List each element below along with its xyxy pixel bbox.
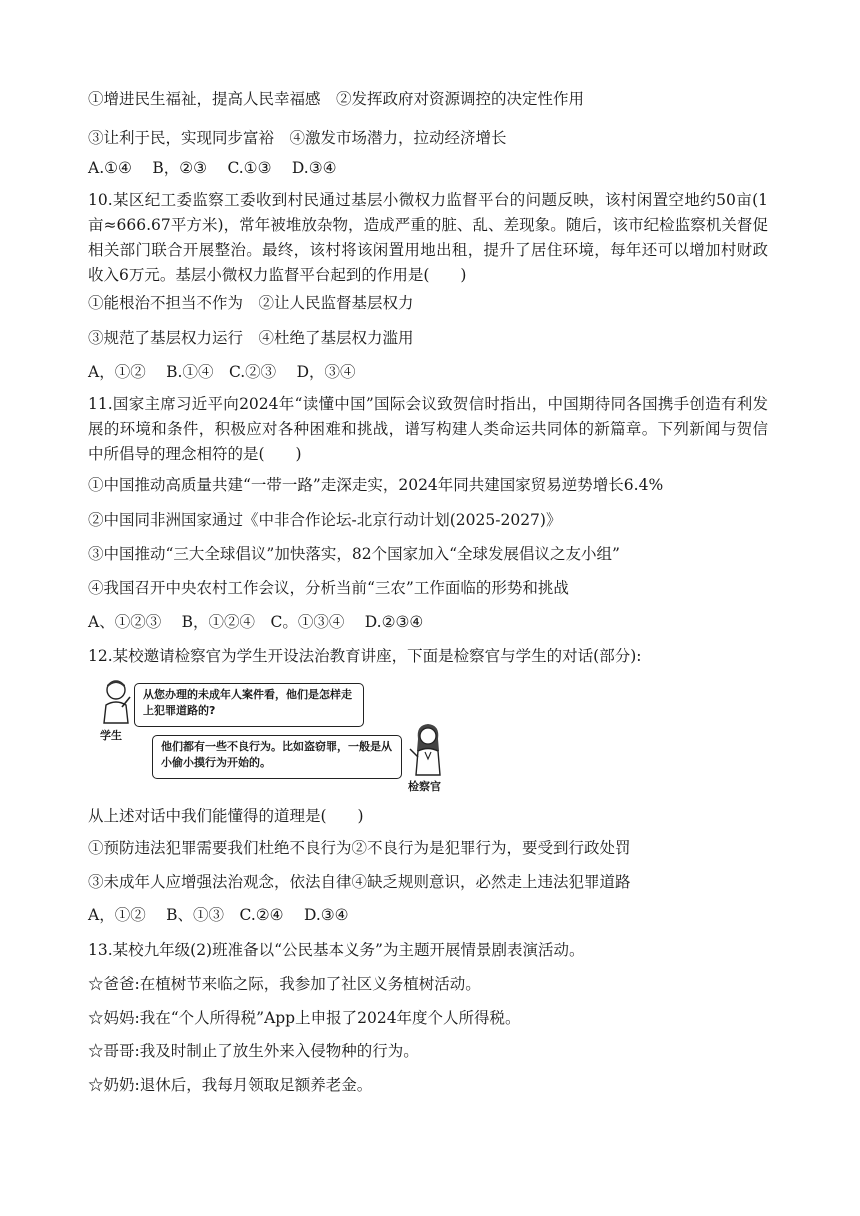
q10-options-line-2: ③规范了基层权力运行 ④杜绝了基层权力滥用: [88, 329, 414, 347]
prosecutor-label: 检察官: [408, 780, 441, 793]
q13-item-mother: ☆妈妈:我在“个人所得税”App上申报了2024年度个人所得税。: [88, 1009, 521, 1027]
q9-options-line-1: ①增进民生福祉，提高人民幸福感 ②发挥政府对资源调控的决定性作用: [88, 90, 585, 108]
student-label: 学生: [100, 729, 122, 742]
q13-item-grandmother: ☆奶奶:退休后，我每月领取足额养老金。: [88, 1076, 373, 1094]
q9-options-line-2: ③让利于民，实现同步富裕 ④激发市场潜力，拉动经济增长: [88, 129, 507, 147]
q11-option-3: ③中国推动“三大全球倡议”加快落实，82个国家加入“全球发展倡议之友小组”: [88, 545, 620, 563]
q12-answer-choices: A，①② B、①③ C.②④ D.③④: [88, 906, 349, 924]
prosecutor-figure: [408, 721, 448, 777]
q11-answer-choices: A、①②③ B，①②④ C。①③④ D.②③④: [88, 613, 424, 631]
q10-answer-choices: A，①② B.①④ C.②③ D，③④: [88, 363, 356, 381]
q12-stem: 12.某校邀请检察官为学生开设法治教育讲座，下面是检察官与学生的对话(部分):: [88, 647, 642, 665]
q11-option-4: ④我国召开中央农村工作会议，分析当前“三农”工作面临的形势和挑战: [88, 579, 569, 597]
prosecutor-speech-bubble: 他们都有一些不良行为。比如盗窃罪，一般是从小偷小摸行为开始的。: [152, 735, 402, 779]
q13-item-father: ☆爸爸:在植树节来临之际，我参加了社区义务植树活动。: [88, 975, 481, 993]
q10-options-line-1: ①能根治不担当不作为 ②让人民监督基层权力: [88, 294, 414, 312]
q11-option-2: ②中国同非洲国家通过《中非合作论坛-北京行动计划(2025-2027)》: [88, 511, 562, 529]
q10-stem: 10.某区纪工委监察工委收到村民通过基层小微权力监督平台的问题反映，该村闲置空地约50亩(1亩≈666.67平方米)，常年被堆放杂物，造成严重的脏、乱、差现象。随后，该市纪检监察机关督促相关部门联合开展整治。最终，该村将该闲置用地出租，提升了居住环境，每年还可以增加村财政收入6万元。基层小微权力监督平台起到的作用是( ): [88, 191, 768, 284]
q12-question: 从上述对话中我们能懂得的道理是( ): [88, 807, 364, 825]
q11-stem: 11.国家主席习近平向2024年“读懂中国”国际会议致贺信时指出，中国期待同各国携手创造有利发展的环境和条件，积极应对各种困难和挑战，谱写构建人类命运共同体的新篇章。下列新闻与贺信中所倡导的理念相符的是( ): [88, 395, 768, 463]
q12-options-line-2: ③未成年人应增强法治观念，依法自律④缺乏规则意识，必然走上违法犯罪道路: [88, 873, 631, 891]
q13-stem: 13.某校九年级(2)班准备以“公民基本义务”为主题开展情景剧表演活动。: [88, 941, 585, 959]
q11-option-1: ①中国推动高质量共建“一带一路”走深走实，2024年同共建国家贸易逆势增长6.4%: [88, 476, 664, 494]
q13-item-brother: ☆哥哥:我及时制止了放生外来入侵物种的行为。: [88, 1042, 419, 1060]
q9-answer-choices: A.①④ B，②③ C.①③ D.③④: [88, 159, 337, 177]
q12-options-line-1: ①预防违法犯罪需要我们杜绝不良行为②不良行为是犯罪行为，要受到行政处罚: [88, 839, 631, 857]
student-speech-bubble: 从您办理的未成年人案件看，他们是怎样走上犯罪道路的?: [134, 683, 364, 727]
student-figure: [96, 677, 136, 725]
dialogue-illustration: [94, 677, 454, 793]
